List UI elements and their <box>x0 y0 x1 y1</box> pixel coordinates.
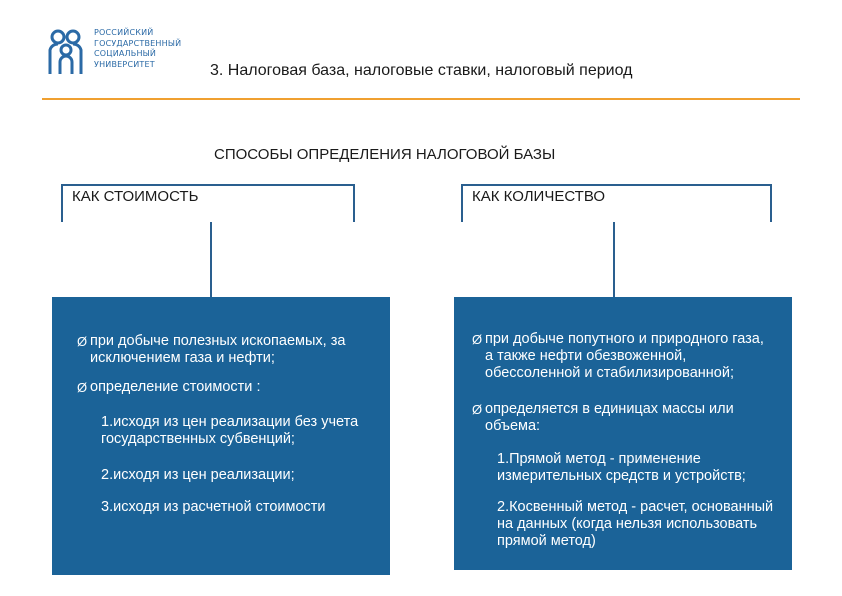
left-item-3: 3.исходя из расчетной стоимости <box>101 499 326 515</box>
logo-line-3: СОЦИАЛЬНЫЙ <box>94 49 157 58</box>
right-bullet-1 <box>472 331 772 382</box>
logo-line-1: РОССИЙСКИЙ <box>94 28 154 37</box>
left-bullet-2 <box>77 379 385 396</box>
right-bullet-2 <box>472 401 772 435</box>
left-bullet-1-text: при добыче полезных ископаемых, за исключением газа и нефти; <box>90 333 346 366</box>
right-heading: КАК КОЛИЧЕСТВО <box>472 188 606 205</box>
header-divider <box>42 98 800 100</box>
right-item-2: 2.Косвенный метод - расчет, основанный на данных (когда нельзя использовать прямой метод) <box>497 499 774 549</box>
left-bullet-1 <box>77 333 385 367</box>
right-item-1: 1.Прямой метод - применение измерительных средств и устройств; <box>497 451 746 484</box>
left-item-2: 2.исходя из цен реализации; <box>101 467 295 483</box>
logo-figures-icon <box>46 28 86 76</box>
right-bullet-1-text: при добыче попутного и природного газа, а также нефти обезвоженной, обессоленной и стабилизированной; <box>485 331 764 381</box>
slide-title: 3. Налоговая база, налоговые ставки, налоговый период <box>210 62 633 79</box>
logo-line-2: ГОСУДАРСТВЕННЫЙ <box>94 38 182 48</box>
left-item-1: 1.исходя из цен реализации без учета государственных субвенций; <box>101 414 359 447</box>
right-content-box <box>454 297 792 570</box>
left-heading: КАК СТОИМОСТЬ <box>72 188 199 205</box>
left-bullet-2-text: определение стоимости : <box>90 379 261 395</box>
right-heading-frame <box>461 184 772 222</box>
left-content-box <box>52 297 390 575</box>
left-connector-line <box>210 222 212 297</box>
bullet-arrow-icon: Ø <box>472 402 483 417</box>
right-connector-line <box>613 222 615 297</box>
left-heading-frame <box>61 184 355 222</box>
logo-line-4: УНИВЕРСИТЕТ <box>94 59 155 69</box>
section-title: СПОСОБЫ ОПРЕДЕЛЕНИЯ НАЛОГОВОЙ БАЗЫ <box>214 146 556 163</box>
university-logo <box>46 28 196 78</box>
logo-wordmark <box>94 28 198 70</box>
right-bullet-2-text: определяется в единицах массы или объема: <box>485 401 734 434</box>
bullet-arrow-icon: Ø <box>77 380 88 395</box>
bullet-arrow-icon: Ø <box>77 334 88 349</box>
bullet-arrow-icon: Ø <box>472 332 483 347</box>
